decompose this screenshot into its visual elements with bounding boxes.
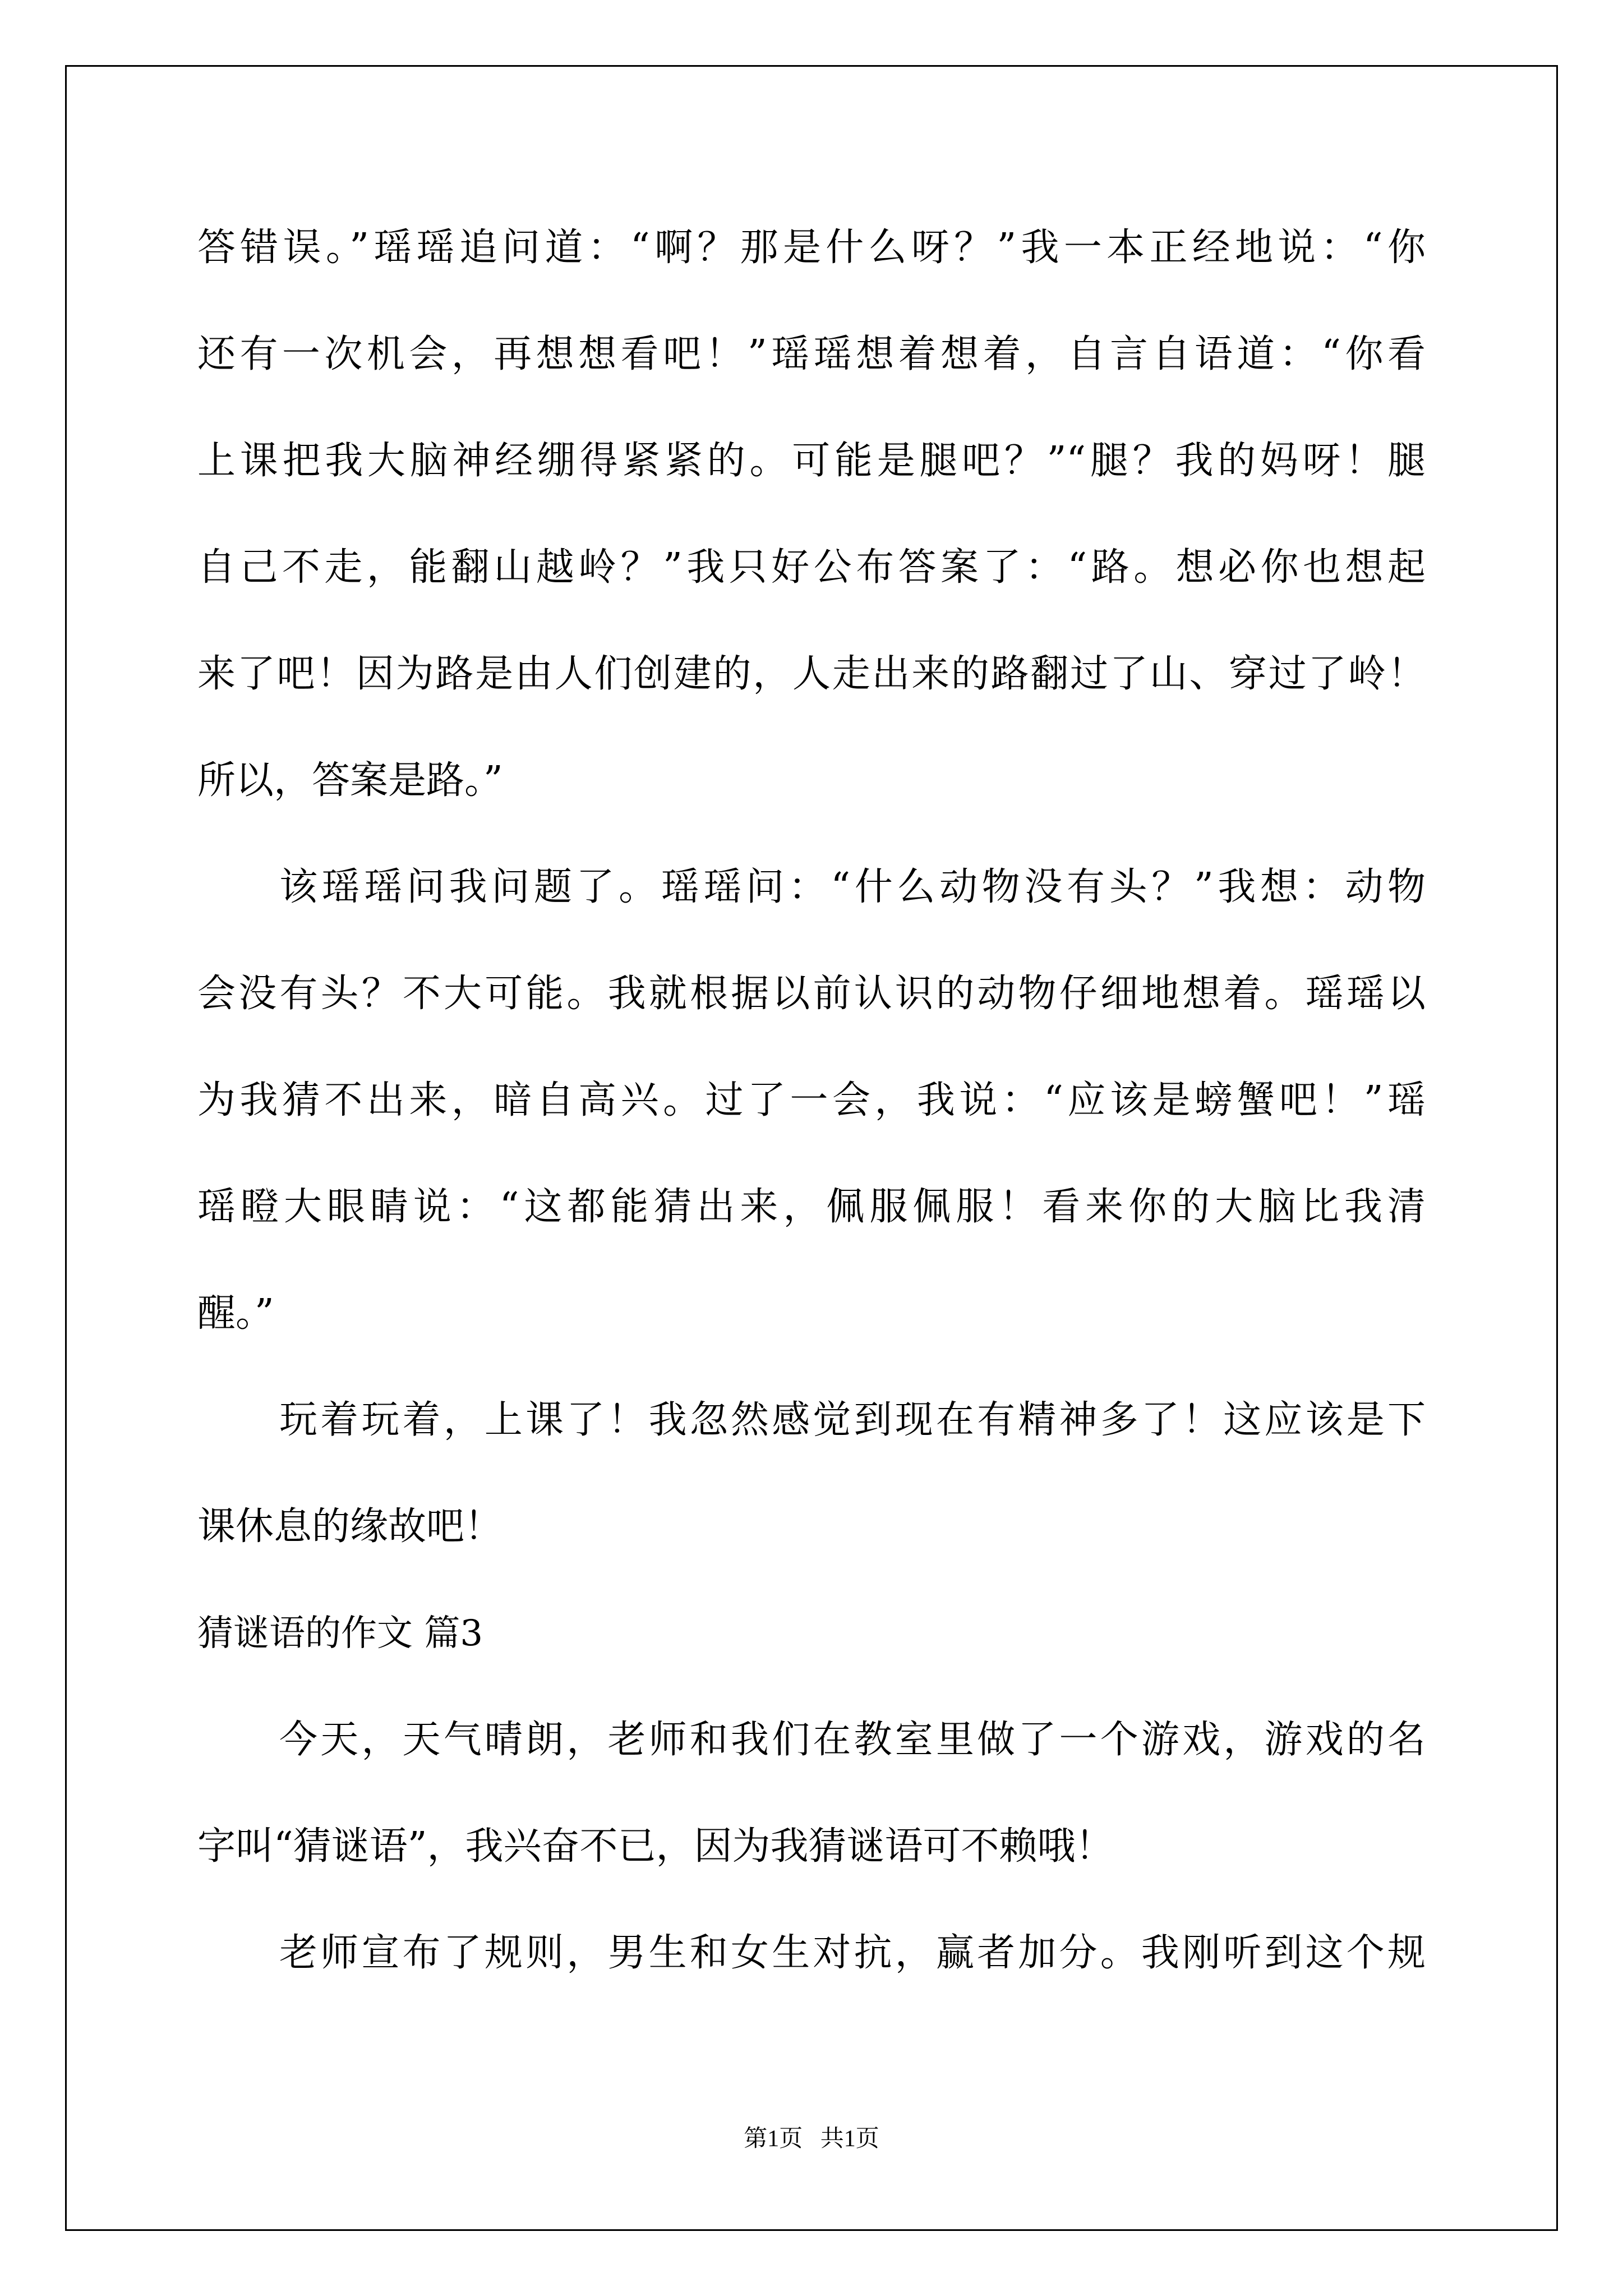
paragraph-1-line-5: 来了吧！因为路是由人们创建的，人走出来的路翻过了山、穿过了岭！ xyxy=(197,652,1426,696)
paragraph-1-line-4: 自己不走，能翻山越岭？”我只好公布答案了：“路。想必你也想起 xyxy=(197,545,1426,590)
paragraph-5-line-1: 老师宣布了规则，男生和女生对抗，赢者加分。我刚听到这个规 xyxy=(279,1931,1426,1975)
paragraph-3-line-1: 玩着玩着，上课了！我忽然感觉到现在有精神多了！这应该是下 xyxy=(279,1398,1426,1442)
page-footer: 第1页 共1页 xyxy=(744,2126,879,2152)
paragraph-4-line-2: 字叫“猜谜语”，我兴奋不已，因为我猜谜语可不赖哦！ xyxy=(197,1824,1114,1869)
paragraph-1-line-2: 还有一次机会，再想想看吧！”瑶瑶想着想着，自言自语道：“你看 xyxy=(197,332,1426,376)
paragraph-2-line-5: 醒。” xyxy=(197,1291,274,1336)
paragraph-2-line-1: 该瑶瑶问我问题了。瑶瑶问：“什么动物没有头？”我想：动物 xyxy=(279,865,1426,909)
paragraph-2-line-4: 瑶瞪大眼睛说：“这都能猜出来，佩服佩服！看来你的大脑比我清 xyxy=(197,1185,1426,1229)
section-title: 猜谜语的作文 篇3 xyxy=(197,1613,483,1654)
paragraph-2-line-3: 为我猜不出来，暗自高兴。过了一会，我说：“应该是螃蟹吧！”瑶 xyxy=(197,1078,1426,1122)
paragraph-1-line-6: 所以，答案是路。” xyxy=(197,758,503,803)
paragraph-3-line-2: 课休息的缘故吧！ xyxy=(197,1504,503,1549)
page-frame xyxy=(65,65,1558,2231)
paragraph-1-line-3: 上课把我大脑神经绷得紧紧的。可能是腿吧？”“腿？我的妈呀！腿 xyxy=(197,439,1426,483)
paragraph-2-line-2: 会没有头？不大可能。我就根据以前认识的动物仔细地想着。瑶瑶以 xyxy=(197,972,1426,1016)
paragraph-1-line-1: 答错误。”瑶瑶追问道：“啊？那是什么呀？”我一本正经地说：“你 xyxy=(197,226,1426,270)
paragraph-4-line-1: 今天，天气晴朗，老师和我们在教室里做了一个游戏，游戏的名 xyxy=(279,1718,1426,1762)
